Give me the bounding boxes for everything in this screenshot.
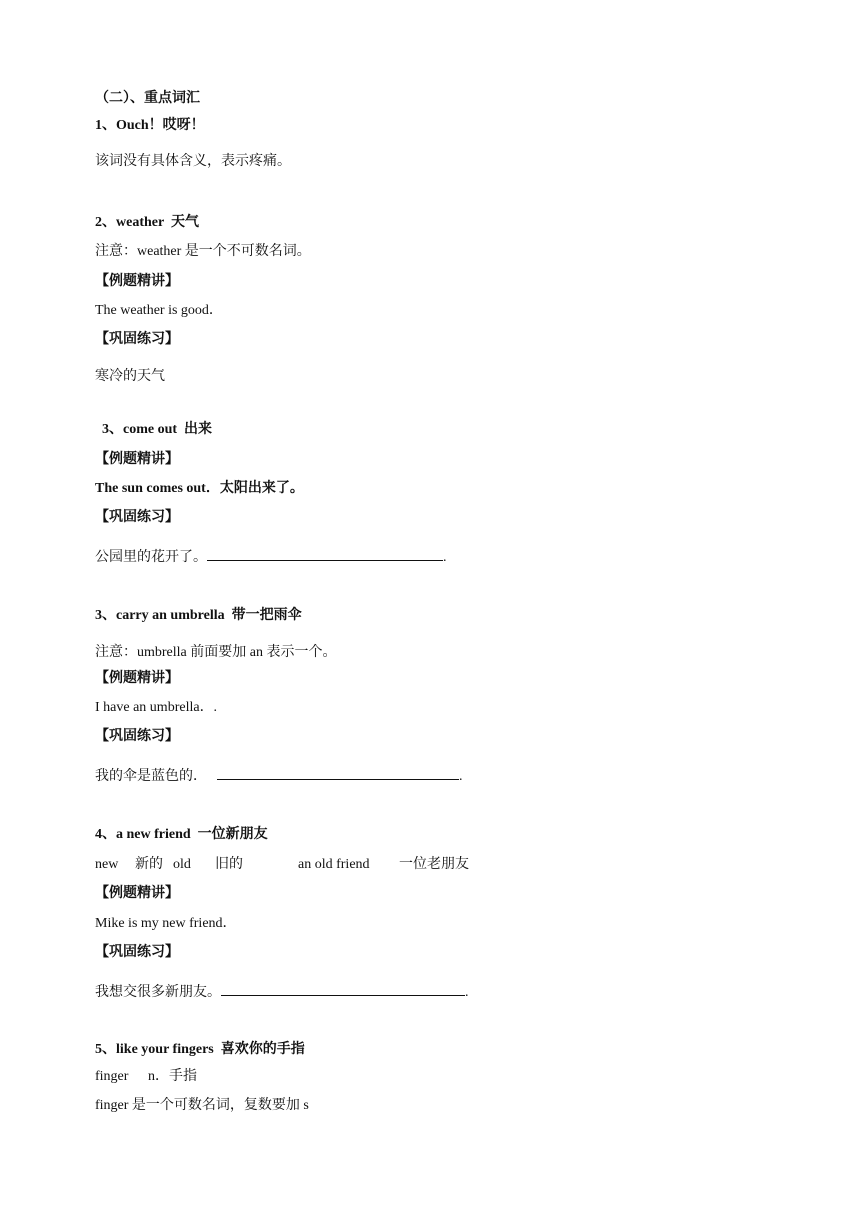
- item-4-practice-end: .: [459, 769, 463, 784]
- item-4-example: I have an umbrella．.: [95, 700, 218, 715]
- item-4-practice-line: [95, 765, 463, 786]
- item-2-heading: 2、weather 天气: [95, 215, 199, 230]
- item-4-practice-prompt: 我的伞是蓝色的．: [95, 769, 207, 784]
- vocab-word: finger: [95, 1069, 129, 1084]
- item-3-practice-label: 【巩固练习】: [95, 510, 179, 525]
- item-1-heading: 1、Ouch！哎呀！: [95, 118, 205, 133]
- vocab-meaning: n．手指: [148, 1069, 197, 1084]
- item-5-example-label: 【例题精讲】: [95, 886, 179, 901]
- section-title: （二）、重点词汇: [95, 91, 200, 106]
- item-5-practice-label: 【巩固练习】: [95, 945, 179, 960]
- vocab-phrase: an old friend: [298, 857, 370, 872]
- item-4-heading: 3、carry an umbrella 带一把雨伞: [95, 608, 302, 623]
- item-5-answer-blank[interactable]: [221, 981, 465, 996]
- item-5-example: Mike is my new friend．: [95, 916, 237, 931]
- item-3-practice-prompt: 公园里的花开了。: [95, 550, 207, 565]
- item-2-practice-label: 【巩固练习】: [95, 332, 179, 347]
- vocab-meaning: 一位老朋友: [399, 857, 469, 872]
- item-5-practice-line: [95, 981, 469, 1002]
- item-3-heading: 3、come out 出来: [102, 422, 213, 437]
- item-4-note: 注意：umbrella 前面要加 an 表示一个。: [95, 645, 337, 660]
- item-2-example-label: 【例题精讲】: [95, 274, 179, 289]
- item-6-heading: 5、like your fingers 喜欢你的手指: [95, 1042, 305, 1057]
- item-5-practice-prompt: 我想交很多新朋友。: [95, 985, 221, 1000]
- item-5-heading: 4、a new friend 一位新朋友: [95, 827, 268, 842]
- item-3-example-label: 【例题精讲】: [95, 452, 179, 467]
- item-3-practice-line: [95, 546, 447, 567]
- item-2-example: The weather is good．: [95, 303, 223, 318]
- vocab-word: old: [173, 857, 191, 872]
- item-1-note: 该词没有具体含义，表示疼痛。: [95, 154, 291, 169]
- item-3-example: The sun comes out．太阳出来了。: [95, 481, 304, 496]
- item-4-answer-blank[interactable]: [217, 765, 459, 780]
- item-3-answer-blank[interactable]: [207, 546, 443, 561]
- item-6-note: finger 是一个可数名词，复数要加 s: [95, 1098, 309, 1113]
- vocab-word: new: [95, 857, 119, 872]
- item-4-practice-label: 【巩固练习】: [95, 729, 179, 744]
- vocab-meaning: 新的: [135, 857, 163, 872]
- item-2-practice: 寒冷的天气: [95, 369, 165, 384]
- item-3-practice-end: .: [443, 550, 447, 565]
- vocab-meaning: 旧的: [215, 857, 243, 872]
- item-2-note: 注意：weather 是一个不可数名词。: [95, 244, 311, 259]
- item-5-practice-end: .: [465, 985, 469, 1000]
- item-4-example-label: 【例题精讲】: [95, 671, 179, 686]
